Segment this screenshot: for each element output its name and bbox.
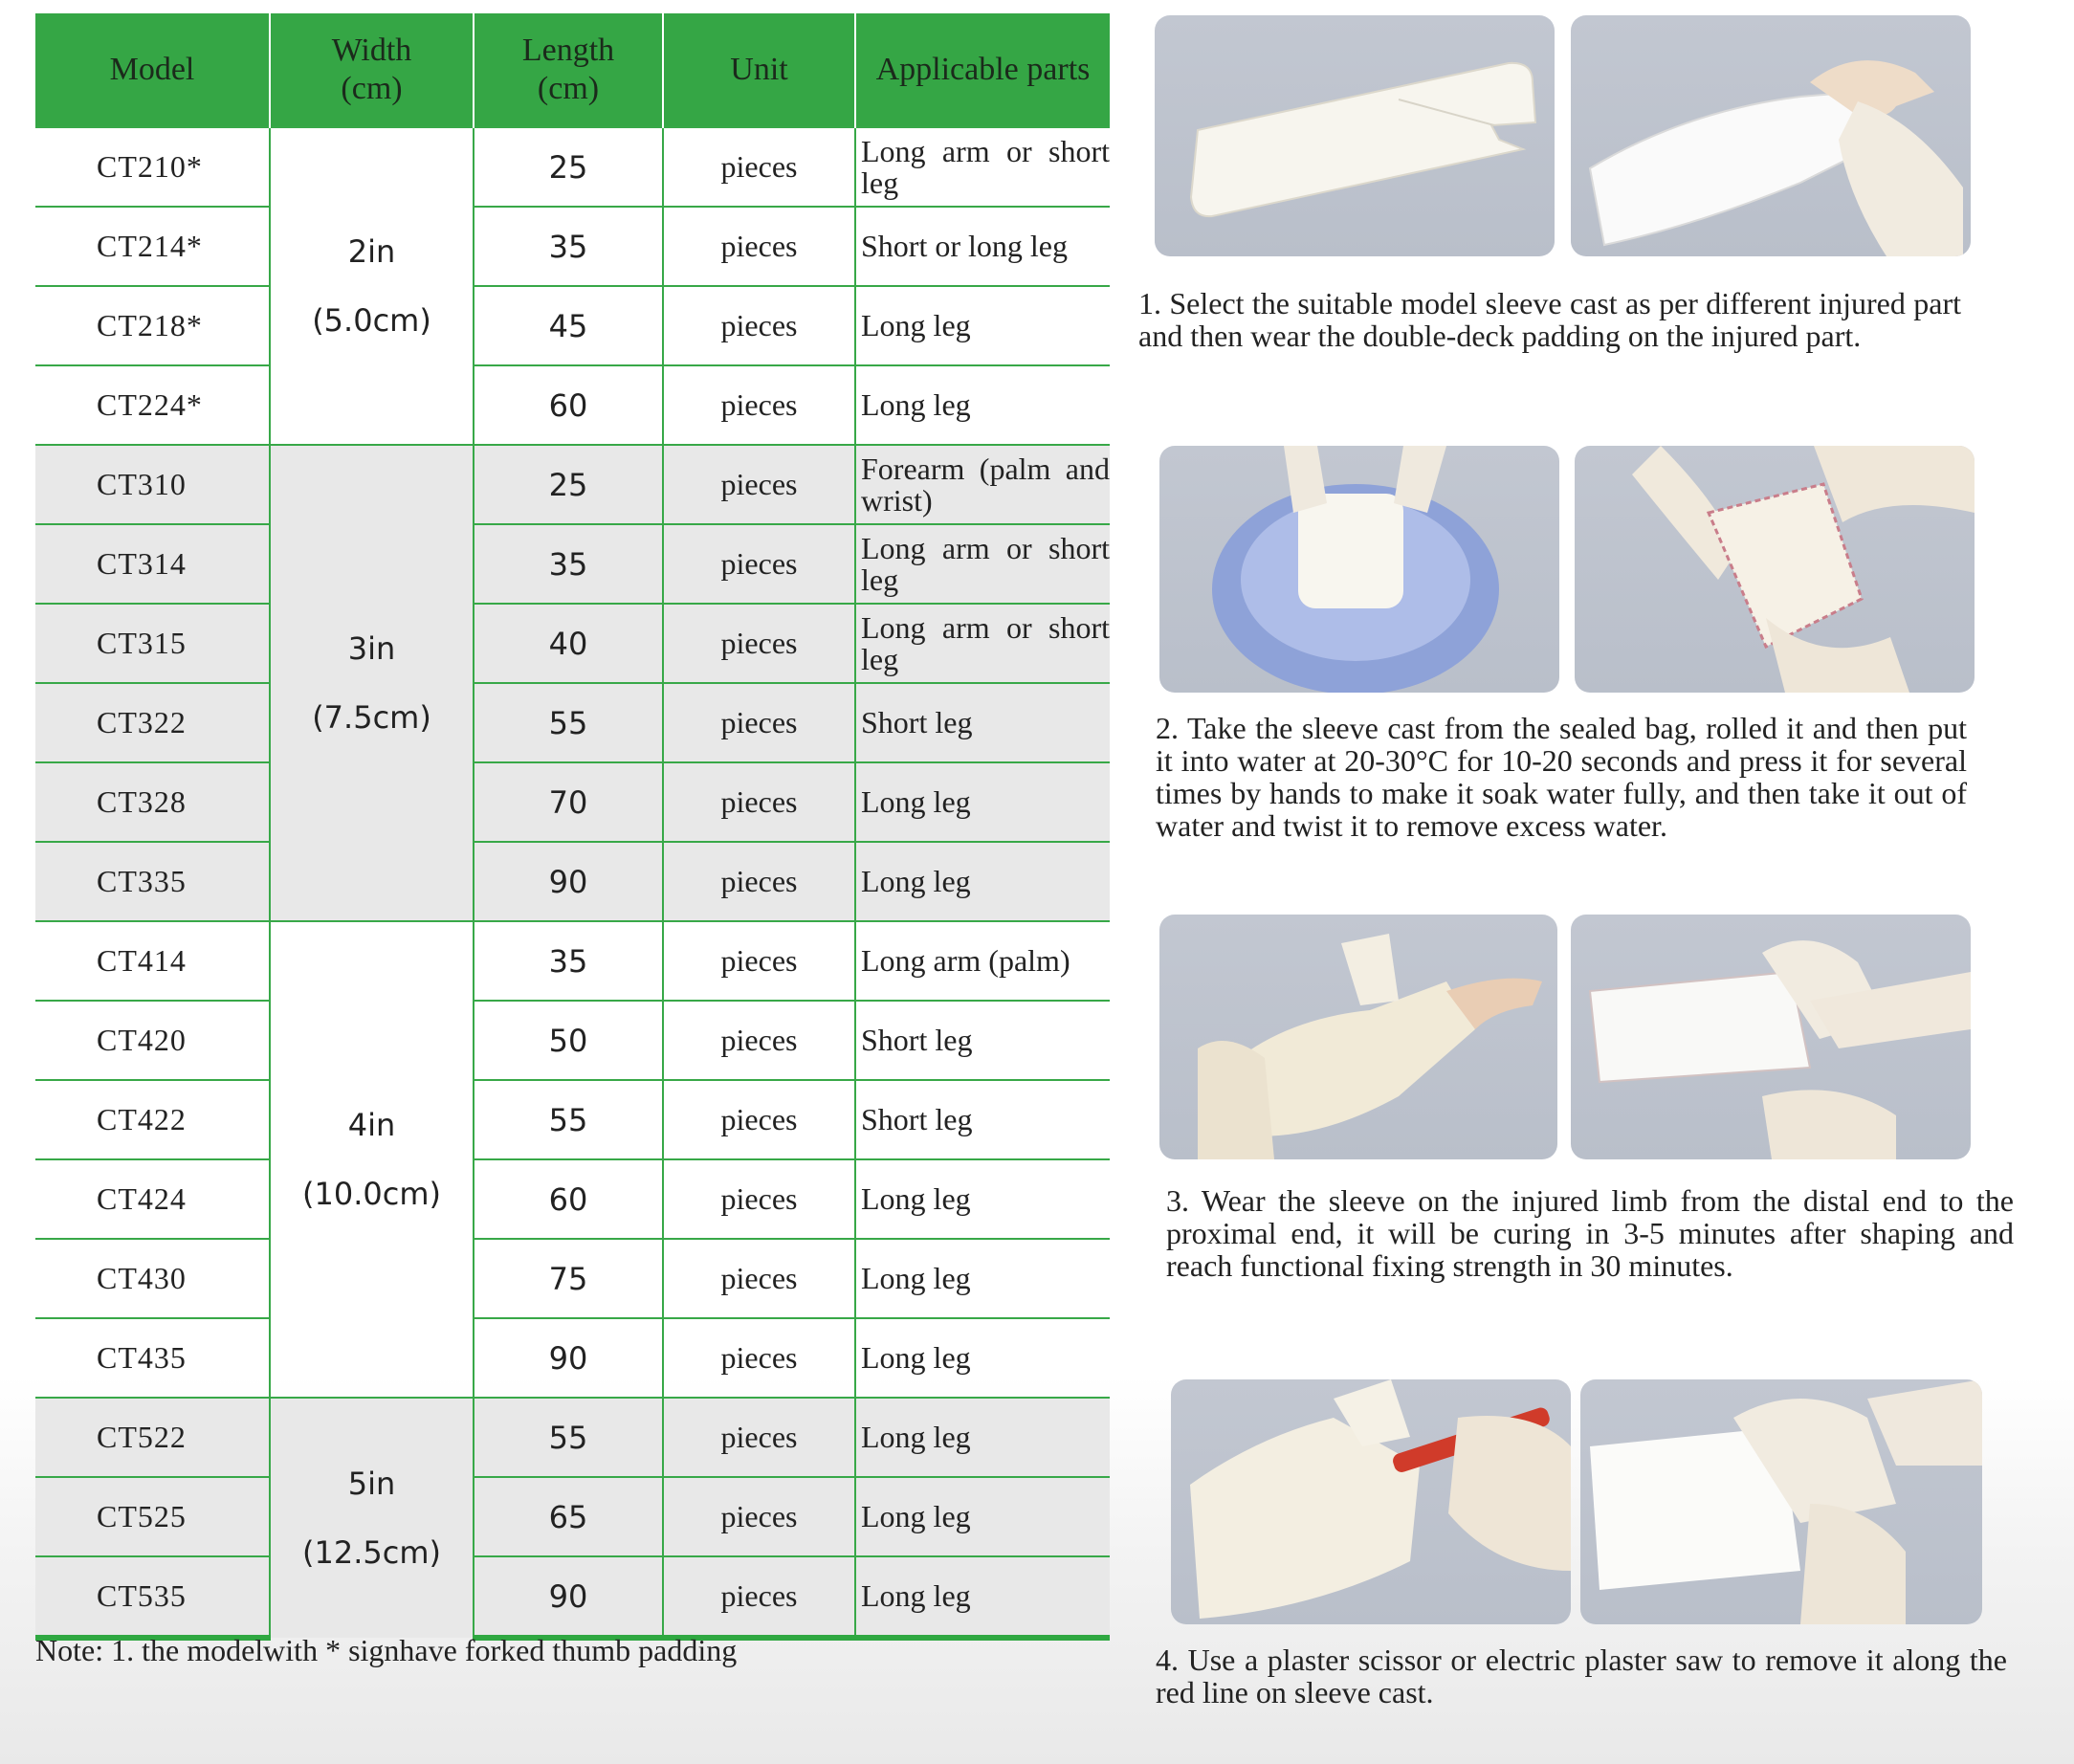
applicable-parts-cell: Long leg	[855, 1318, 1110, 1398]
step3-photo-right	[1571, 915, 1971, 1159]
length-cell: 55	[474, 1080, 663, 1159]
unit-cell: pieces	[663, 921, 855, 1001]
table-row	[35, 1080, 1110, 1159]
width-cell	[270, 127, 474, 445]
applicable-parts-cell: Forearm (palm and wrist)	[855, 445, 1110, 524]
applicable-parts-cell: Long leg	[855, 1477, 1110, 1556]
width-centimeters: (7.5cm)	[312, 699, 431, 736]
table-row	[35, 1159, 1110, 1239]
unit-cell: pieces	[663, 1398, 855, 1477]
model-cell: CT214*	[35, 207, 270, 286]
model-cell: CT525	[35, 1477, 270, 1556]
unit-cell: pieces	[663, 1159, 855, 1239]
model-cell: CT210*	[35, 127, 270, 207]
model-cell: CT522	[35, 1398, 270, 1477]
step-4-text: 4. Use a plaster scissor or electric plaster saw to remove it along the red line on sleeve cast.	[1156, 1643, 2007, 1709]
applicable-parts-cell: Long leg	[855, 1398, 1110, 1477]
step-1-text: 1. Select the suitable model sleeve cast as per different injured part and then wear the double-deck padding on the injured part.	[1138, 286, 1961, 353]
applicable-parts-cell: Long leg	[855, 286, 1110, 365]
unit-cell: pieces	[663, 1556, 855, 1638]
table-row	[35, 1398, 1110, 1477]
unit-cell: pieces	[663, 1001, 855, 1080]
applicable-parts-cell: Long leg	[855, 842, 1110, 921]
table-row	[35, 286, 1110, 365]
applicable-parts-cell: Short leg	[855, 1080, 1110, 1159]
model-cell: CT424	[35, 1159, 270, 1239]
applicable-parts-cell: Long arm (palm)	[855, 921, 1110, 1001]
table-row	[35, 365, 1110, 445]
length-cell: 50	[474, 1001, 663, 1080]
applicable-parts-cell: Short or long leg	[855, 207, 1110, 286]
table-row	[35, 524, 1110, 604]
header-unit: Unit	[663, 13, 855, 127]
soaking-in-water-image	[1159, 446, 1559, 693]
table-body	[35, 127, 1110, 1638]
table-row	[35, 1001, 1110, 1080]
width-centimeters: (12.5cm)	[302, 1534, 441, 1571]
model-cell: CT420	[35, 1001, 270, 1080]
unit-cell: pieces	[663, 127, 855, 207]
shaping-sleeve-image	[1571, 915, 1971, 1159]
length-cell: 75	[474, 1239, 663, 1318]
model-cell: CT535	[35, 1556, 270, 1638]
spec-table	[35, 13, 1110, 1641]
applicable-parts-cell: Long leg	[855, 762, 1110, 842]
unit-cell: pieces	[663, 365, 855, 445]
cutting-cast-image	[1171, 1379, 1571, 1624]
step2-photo-left	[1159, 446, 1559, 693]
table-row	[35, 207, 1110, 286]
header-model: Model	[35, 13, 270, 127]
unit-cell: pieces	[663, 524, 855, 604]
unit-cell: pieces	[663, 1318, 855, 1398]
length-cell: 40	[474, 604, 663, 683]
applicable-parts-cell: Long leg	[855, 365, 1110, 445]
model-cell: CT414	[35, 921, 270, 1001]
table-row	[35, 127, 1110, 207]
step-2-text: 2. Take the sleeve cast from the sealed bag, rolled it and then put it into water at 20-30°C for 10-20 seconds and press it for several times by hands to make it soak water fully, and then take it out of water and twist it to remove excess water.	[1156, 711, 1967, 843]
applicable-parts-cell: Long arm or short leg	[855, 604, 1110, 683]
header-width: Width (cm)	[270, 13, 474, 127]
applicable-parts-cell: Long leg	[855, 1239, 1110, 1318]
length-cell: 45	[474, 286, 663, 365]
model-cell: CT224*	[35, 365, 270, 445]
model-cell: CT322	[35, 683, 270, 762]
table-header-row	[35, 13, 1110, 127]
length-cell: 90	[474, 1318, 663, 1398]
model-cell: CT310	[35, 445, 270, 524]
width-cell	[270, 445, 474, 921]
width-centimeters: (10.0cm)	[302, 1176, 441, 1212]
length-cell: 70	[474, 762, 663, 842]
step2-photo-right	[1575, 446, 1975, 693]
header-length: Length (cm)	[474, 13, 663, 127]
length-cell: 65	[474, 1477, 663, 1556]
model-cell: CT435	[35, 1318, 270, 1398]
table-row	[35, 683, 1110, 762]
model-cell: CT335	[35, 842, 270, 921]
length-cell: 55	[474, 683, 663, 762]
step-3-text: 3. Wear the sleeve on the injured limb from the distal end to the proximal end, it will be curing in 3-5 minutes after shaping and reach functional fixing strength in 30 minutes.	[1166, 1183, 2014, 1283]
length-cell: 55	[474, 1398, 663, 1477]
length-cell: 90	[474, 1556, 663, 1638]
table-row	[35, 1556, 1110, 1638]
width-inches: 2in	[347, 233, 396, 270]
length-cell: 25	[474, 445, 663, 524]
unit-cell: pieces	[663, 286, 855, 365]
unit-cell: pieces	[663, 207, 855, 286]
width-cell	[270, 921, 474, 1398]
footnote: Note: 1. the modelwith * signhave forked thumb padding	[35, 1633, 738, 1667]
table-row	[35, 1239, 1110, 1318]
removing-cast-image	[1580, 1379, 1982, 1624]
length-cell: 60	[474, 365, 663, 445]
model-cell: CT328	[35, 762, 270, 842]
width-cell	[270, 1398, 474, 1638]
table-row	[35, 1477, 1110, 1556]
step4-photo-left	[1171, 1379, 1571, 1624]
length-cell: 60	[474, 1159, 663, 1239]
unit-cell: pieces	[663, 604, 855, 683]
step1-photo-right	[1571, 15, 1971, 256]
length-cell: 35	[474, 207, 663, 286]
length-cell: 25	[474, 127, 663, 207]
unit-cell: pieces	[663, 445, 855, 524]
model-cell: CT315	[35, 604, 270, 683]
unit-cell: pieces	[663, 762, 855, 842]
length-cell: 35	[474, 921, 663, 1001]
width-inches: 5in	[347, 1466, 396, 1502]
twisting-cast-image	[1575, 446, 1975, 693]
applicable-parts-cell: Long arm or short leg	[855, 127, 1110, 207]
applicable-parts-cell: Short leg	[855, 1001, 1110, 1080]
unit-cell: pieces	[663, 683, 855, 762]
step1-photo-left	[1155, 15, 1555, 256]
length-cell: 90	[474, 842, 663, 921]
sleeve-cast-image	[1155, 15, 1555, 256]
header-applicable-parts: Applicable parts	[855, 13, 1110, 127]
unit-cell: pieces	[663, 1239, 855, 1318]
applicable-parts-cell: Short leg	[855, 683, 1110, 762]
width-centimeters: (5.0cm)	[312, 302, 431, 339]
applicable-parts-cell: Long arm or short leg	[855, 524, 1110, 604]
step4-photo-right	[1580, 1379, 1982, 1624]
wearing-sleeve-image	[1159, 915, 1557, 1159]
length-cell: 35	[474, 524, 663, 604]
unit-cell: pieces	[663, 1080, 855, 1159]
width-inches: 3in	[347, 630, 396, 667]
table-row	[35, 921, 1110, 1001]
padding-on-arm-image	[1571, 15, 1971, 256]
table-row	[35, 1318, 1110, 1398]
model-cell: CT430	[35, 1239, 270, 1318]
applicable-parts-cell: Long leg	[855, 1556, 1110, 1638]
step3-photo-left	[1159, 915, 1557, 1159]
table-row	[35, 842, 1110, 921]
table-row	[35, 762, 1110, 842]
model-cell: CT218*	[35, 286, 270, 365]
unit-cell: pieces	[663, 842, 855, 921]
model-cell: CT314	[35, 524, 270, 604]
unit-cell: pieces	[663, 1477, 855, 1556]
table-row	[35, 604, 1110, 683]
width-inches: 4in	[347, 1107, 396, 1143]
table-row	[35, 445, 1110, 524]
applicable-parts-cell: Long leg	[855, 1159, 1110, 1239]
model-cell: CT422	[35, 1080, 270, 1159]
